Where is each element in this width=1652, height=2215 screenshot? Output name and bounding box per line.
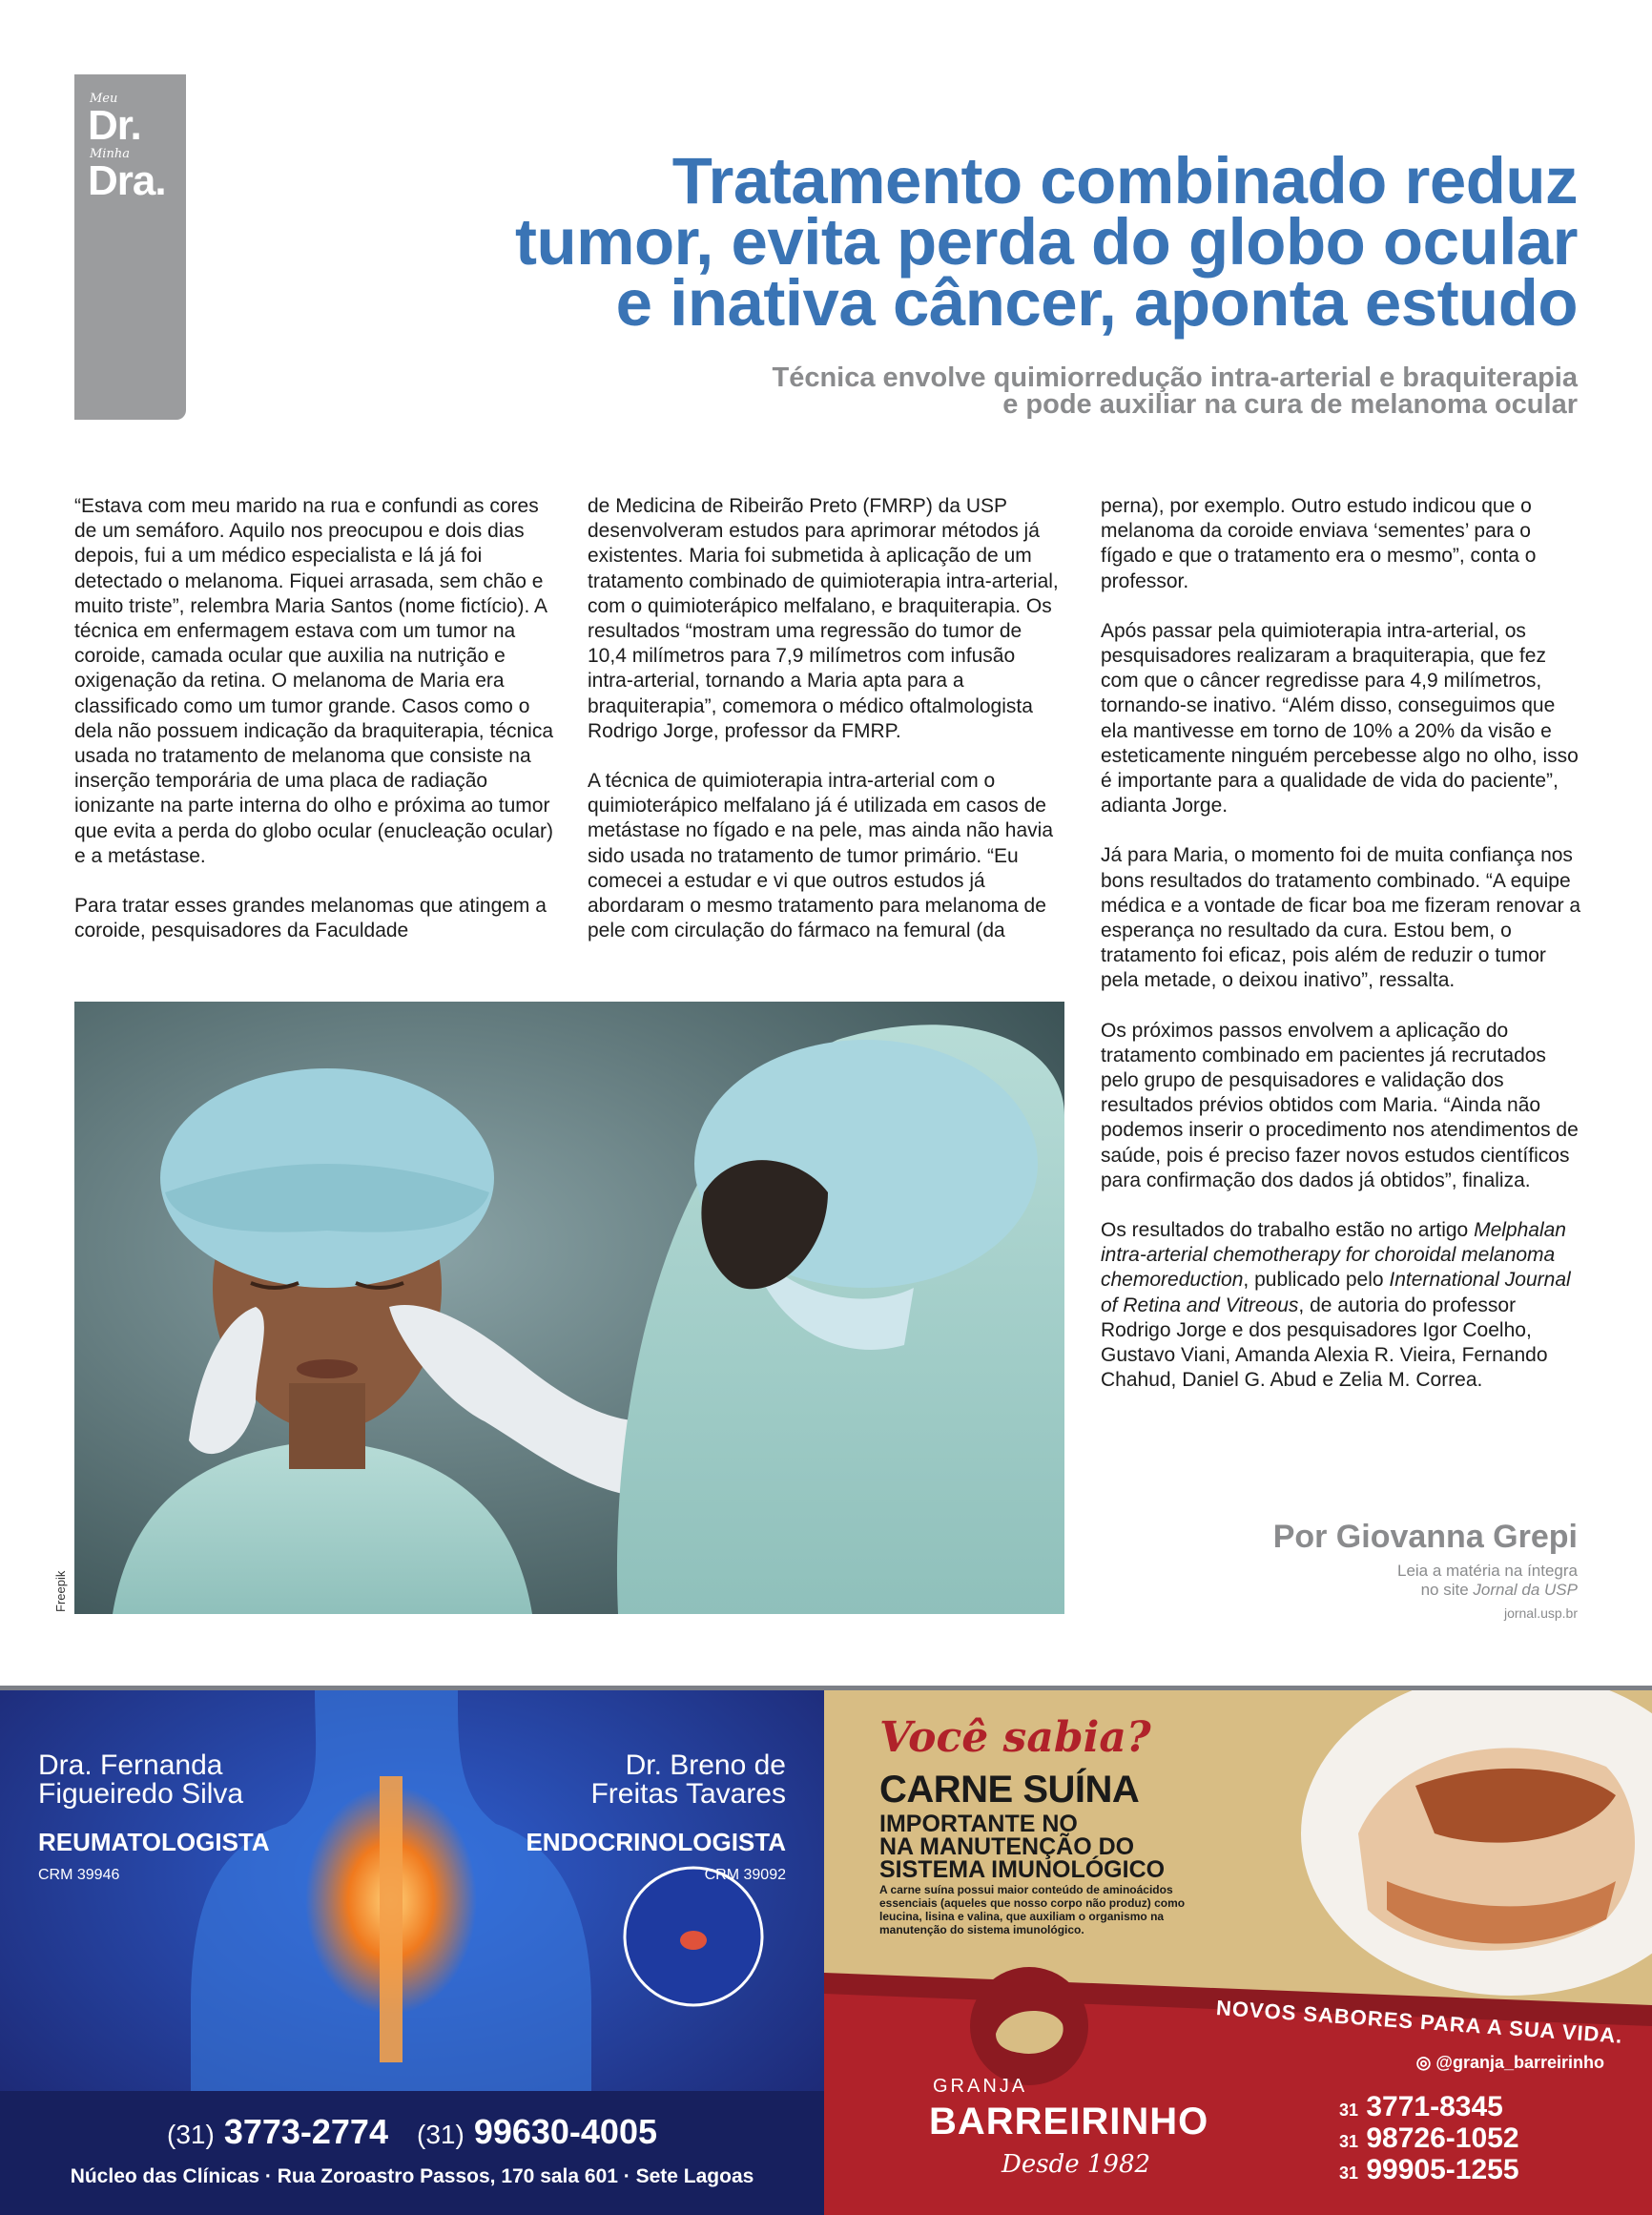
doctor-crm: CRM 39092 bbox=[704, 1867, 786, 1883]
article-column-3 bbox=[1101, 494, 1582, 1418]
phone-number: 98726-1052 bbox=[1366, 2122, 1519, 2154]
read-more-line: Leia a matéria na íntegra bbox=[1396, 1562, 1578, 1580]
read-more-line bbox=[1273, 1581, 1578, 1600]
doctors-ad bbox=[0, 1690, 824, 2215]
paragraph-reference bbox=[1101, 1218, 1582, 1393]
patient-exam-illustration bbox=[74, 1002, 1064, 1614]
article-column-1 bbox=[74, 494, 556, 968]
headline-line: tumor, evita perda do globo ocular bbox=[515, 205, 1578, 279]
headline-line: e inativa câncer, aponta estudo bbox=[615, 266, 1578, 340]
doctor-specialty: ENDOCRINOLOGISTA bbox=[526, 1828, 786, 1856]
paragraph: perna), por exemplo. Outro estudo indicou que o melanoma da coroide enviava ‘sementes’ para o fígado e que o tratamento era o mesmo”, conta o professor. bbox=[1101, 495, 1537, 592]
article-photo bbox=[74, 1002, 1064, 1614]
paragraph: Os próximos passos envolvem a aplicação do tratamento combinado em pacientes já recrutados pelo grupo de pesquisadores e validação dos resultados prévios obtidos com Maria. “Ainda não podemos inserir o procedimento nos atendimentos de saúde, pois é preciso fazer novos estudos científicos para confirmação dos dados já obtidos”, finaliza. bbox=[1101, 1019, 1579, 1191]
doctor-1 bbox=[38, 1751, 270, 1884]
ad-subheadline bbox=[879, 1812, 1165, 1881]
headline-line: Tratamento combinado reduz bbox=[671, 144, 1578, 217]
brand-prefix: GRANJA bbox=[933, 2076, 1028, 2097]
ad-subheadline-line: IMPORTANTE NO bbox=[879, 1811, 1078, 1837]
instagram-icon: ◎ bbox=[1415, 2053, 1432, 2072]
journal-name: International Journal of Retina and Vitreous bbox=[1101, 1269, 1571, 1316]
paragraph: “Estava com meu marido na rua e confundi as cores de um semáforo. Aquilo nos preocupou e dois dias depois, fui a um médico especialista e lá já foi detectado o melanoma. Fiquei arrasada, sem chão e muito triste”, relembra Maria Santos (nome fictício). A técnica em enfermagem estava com um tumor na coroide, camada ocular que auxilia na nutrição e oxigenação da retina. O melanoma de Maria era classificado como um tumor grande. Casos como o dela não possuem indicação da braquiterapia, técnica usada no tratamento de melanoma que consiste na inserção temporária de uma placa de radiação ionizante na parte interna do olho e próxima ao tumor que evita a perda do globo ocular (enucleação ocular) e a metástase. bbox=[74, 495, 554, 867]
doctor-2 bbox=[526, 1751, 786, 1884]
brand-since: Desde 1982 bbox=[1002, 2150, 1151, 2179]
phone-number: 3771-8345 bbox=[1366, 2091, 1503, 2122]
phone-area-code: (31) bbox=[417, 2120, 465, 2149]
ad-phone bbox=[1339, 2124, 1519, 2156]
ad-subheadline-line: SISTEMA IMUNOLÓGICO bbox=[879, 1856, 1166, 1883]
ad-headline: CARNE SUÍNA bbox=[879, 1769, 1140, 1811]
doctor-crm: CRM 39946 bbox=[38, 1867, 120, 1883]
phone-number: 99905-1255 bbox=[1366, 2154, 1519, 2185]
brand-name: BARREIRINHO bbox=[929, 2101, 1209, 2143]
instagram-text: @granja_barreirinho bbox=[1435, 2053, 1604, 2072]
article-column-2 bbox=[588, 494, 1064, 968]
phone-area-code: 31 bbox=[1339, 2101, 1359, 2120]
paragraph: Para tratar esses grandes melanomas que atingem a coroide, pesquisadores da Faculdade bbox=[74, 895, 547, 942]
phone-area-code: 31 bbox=[1339, 2163, 1359, 2183]
ad-phone bbox=[1339, 2156, 1519, 2187]
phone-area-code: (31) bbox=[167, 2120, 215, 2149]
section-tab-big-2: Dra. bbox=[88, 157, 166, 204]
article-title: Melphalan intra-arterial chemotherapy for choroidal melanoma chemoreduction bbox=[1101, 1219, 1566, 1292]
ad-body-text: A carne suína possui maior conteúdo de aminoácidos essenciais (aqueles que nosso corpo não produz) como leucina, lisina e valina, que auxiliam o organismo na manutenção do sistema imunológico. bbox=[879, 1883, 1186, 1936]
section-tab-big-1: Dr. bbox=[88, 102, 141, 149]
paragraph: A técnica de quimioterapia intra-arterial com o quimioterápico melfalano já é utilizada em casos de metástase no fígado e na pele, mas ainda não havia sido usada no tratamento de tumor primário. “Eu comecei a estudar e vi que outros estudos já abordaram o mesmo tratamento para melanoma de pele com circulação do fármaco na femural (da bbox=[588, 770, 1054, 942]
ad-kicker: Você sabia? bbox=[879, 1713, 1151, 1762]
ad-phone-list bbox=[1339, 2093, 1519, 2187]
source-site: Jornal da USP bbox=[1473, 1581, 1578, 1599]
section-tab-small-2: Minha bbox=[90, 147, 130, 161]
doctor-name-line: Freitas Tavares bbox=[590, 1778, 786, 1810]
barreirinho-ad bbox=[824, 1690, 1652, 2215]
ad-slogan: NOVOS SABORES PARA A SUA VIDA. bbox=[1215, 1996, 1624, 2048]
section-tab-small-1: Meu bbox=[90, 92, 118, 106]
subtitle-line: e pode auxiliar na cura de melanoma ocular bbox=[1002, 389, 1578, 420]
phone-area-code: 31 bbox=[1339, 2132, 1359, 2151]
section-tab bbox=[74, 74, 186, 420]
paragraph: de Medicina de Ribeirão Preto (FMRP) da USP desenvolveram estudos para aprimorar métodos já existentes. Maria foi submetida à aplicação de um tratamento combinado de quimioterapia intra-arterial, com o quimioterápico melfalano, e braquiterapia. Os resultados “mostram uma regressão do tumor de 10,4 milímetros para 7,9 milímetros com infusão intra-arterial, tornando a Maria apta para a braquiterapia”, comemora o médico oftalmologista Rodrigo Jorge, professor da FMRP. bbox=[588, 495, 1059, 742]
paragraph: Após passar pela quimioterapia intra-arterial, os pesquisadores realizaram a braquiterapia, que fez com que o câncer regredisse para 4,9 milímetros, tornando-se inativo. “Além disso, conseguimos que ela mantivesse em torno de 10% a 20% da visão e esteticamente ninguém percebesse algo no olho, isso é importante para a qualidade de vida do paciente”, adianta Jorge. bbox=[1101, 619, 1579, 818]
photo-credit: Freepik bbox=[53, 1570, 68, 1612]
read-more-text: no site bbox=[1420, 1581, 1474, 1599]
read-more-note bbox=[1273, 1562, 1578, 1600]
subtitle-line: Técnica envolve quimiorredução intra-arterial e braquiterapia bbox=[772, 362, 1578, 393]
phone-number: 99630-4005 bbox=[473, 2112, 657, 2151]
byline bbox=[1273, 1519, 1578, 1621]
reference-text: Os resultados do trabalho estão no artigo bbox=[1101, 1219, 1475, 1242]
instagram-handle bbox=[1416, 2053, 1604, 2073]
article-headline bbox=[299, 144, 1578, 340]
clinic-address: Núcleo das Clínicas · Rua Zoroastro Passos, 170 sala 601 · Sete Lagoas bbox=[70, 2165, 754, 2187]
article-subtitle bbox=[528, 364, 1578, 418]
author-name: Por Giovanna Grepi bbox=[1272, 1519, 1578, 1555]
phone-number: 3773-2774 bbox=[223, 2112, 388, 2151]
ad-subheadline-line: NA MANUTENÇÃO DO bbox=[879, 1833, 1135, 1860]
doctor-name-line: Figueiredo Silva bbox=[38, 1778, 244, 1810]
doctor-specialty: REUMATOLOGISTA bbox=[38, 1828, 270, 1856]
doctor-name-line: Dr. Breno de bbox=[625, 1749, 786, 1781]
reference-text: , de autoria do professor Rodrigo Jorge e dos pesquisadores Igor Coelho, Gustavo Viani, Amanda Alexia R. Vieira, Fernando Chahud, Daniel G. Abud e Zelia M. Correa. bbox=[1101, 1294, 1548, 1392]
doctors-ad-footer bbox=[0, 2091, 824, 2215]
paragraph: Já para Maria, o momento foi de muita confiança nos bons resultados do tratamento combinado. “A equipe médica e a vontade de ficar boa me fizeram renovar a esperança no resultado da cura. Estou bem, o tratamento foi eficaz, pois além de reduzir o tumor pela metade, o deixou inativo”, ressalta. bbox=[1101, 844, 1581, 992]
ad-phone bbox=[1339, 2093, 1519, 2124]
reference-text: , publicado pelo bbox=[1243, 1269, 1390, 1292]
phone-numbers bbox=[0, 2112, 824, 2152]
source-url: jornal.usp.br bbox=[1503, 1605, 1578, 1621]
doctor-name-line: Dra. Fernanda bbox=[38, 1749, 223, 1781]
